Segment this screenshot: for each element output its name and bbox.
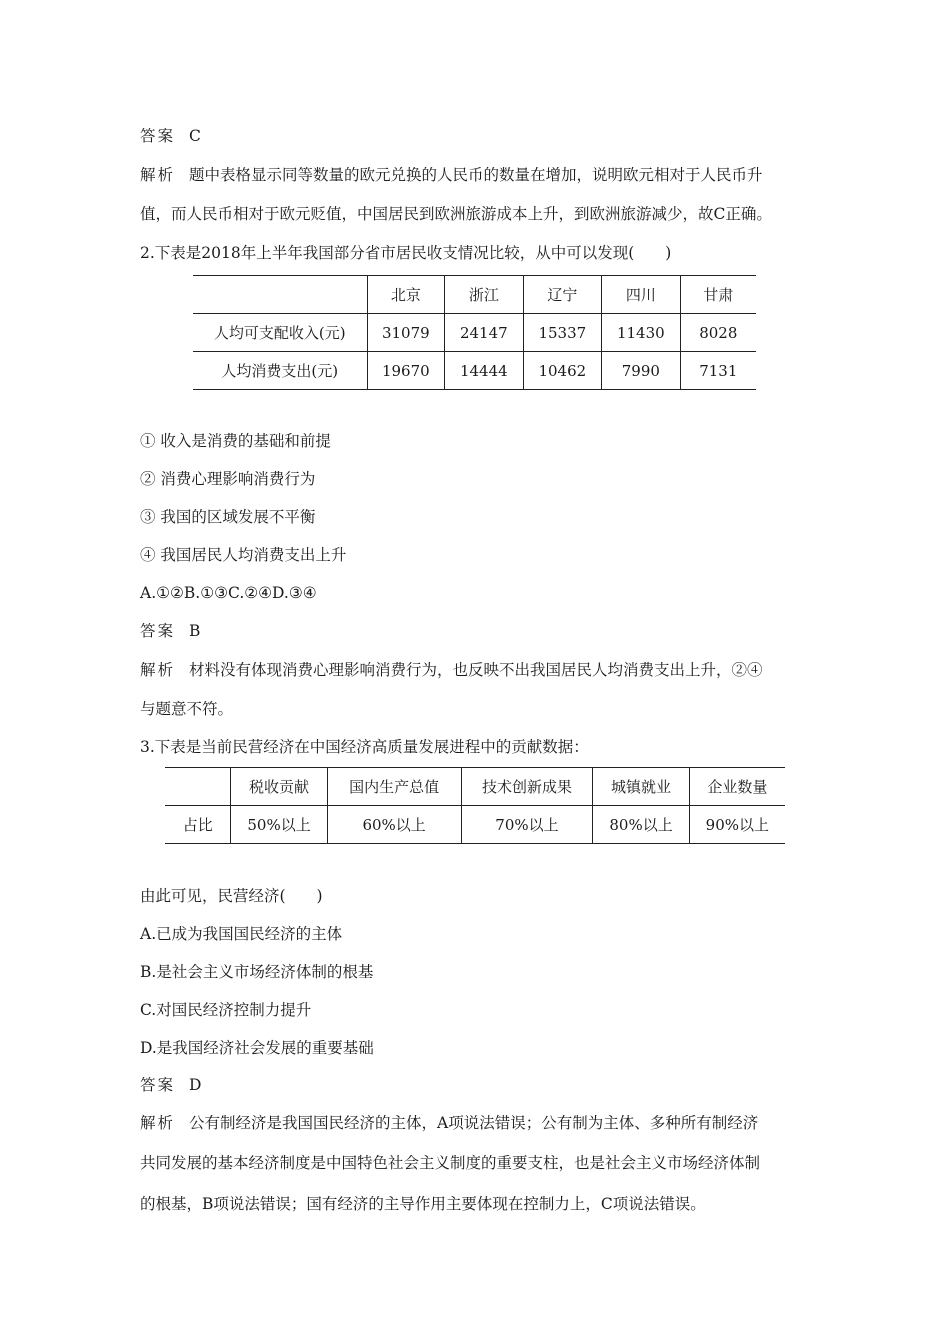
q2-option-3: ③ 我国的区域发展不平衡	[140, 508, 316, 526]
analysis-label: 解析	[140, 1114, 176, 1132]
table-cell: 50%以上	[231, 806, 327, 844]
table-cell: 19670	[367, 352, 445, 390]
q3-choice-c: C.对国民经济控制力提升	[140, 1001, 312, 1019]
table-cell: 7990	[602, 352, 681, 390]
table-header-cell: 甘肃	[680, 276, 756, 314]
q2-income-table	[193, 275, 756, 390]
table-row	[193, 352, 756, 390]
table-header-cell: 北京	[367, 276, 445, 314]
row-label: 人均可支配收入(元)	[193, 314, 367, 352]
table-cell: 31079	[367, 314, 445, 352]
q2-option-4: ④ 我国居民人均消费支出上升	[140, 546, 347, 564]
q1-answer	[140, 125, 201, 147]
table-header-cell: 企业数量	[689, 768, 785, 806]
table-header-cell: 城镇就业	[593, 768, 689, 806]
q1-analysis-line-2: 值，而人民币相对于欧元贬值，中国居民到欧洲旅游成本上升，到欧洲旅游减少，故C正确。	[140, 205, 772, 223]
q3-analysis-line-1: 解析 公有制经济是我国国民经济的主体，A项说法错误；公有制为主体、多种所有制经济	[140, 1114, 759, 1132]
answer-value: B	[189, 622, 201, 640]
q3-question: 3.下表是当前民营经济在中国经济高质量发展进程中的贡献数据：	[140, 738, 589, 756]
table-header-cell: 税收贡献	[231, 768, 327, 806]
table-cell: 60%以上	[327, 806, 461, 844]
answer-label: 答案	[140, 1076, 176, 1094]
q2-analysis-line-1: 解析 材料没有体现消费心理影响消费行为，也反映不出我国居民人均消费支出上升，②④	[140, 661, 763, 679]
table-header-cell: 辽宁	[523, 276, 602, 314]
q2-question: 2.下表是2018年上半年我国部分省市居民收支情况比较，从中可以发现( )	[140, 244, 672, 262]
analysis-label: 解析	[140, 166, 176, 184]
q2-choices: A.①②B.①③C.②④D.③④	[140, 584, 317, 602]
table-header-row	[193, 276, 756, 314]
table-cell: 11430	[602, 314, 681, 352]
table-cell: 24147	[445, 314, 524, 352]
q3-analysis-line-2: 共同发展的基本经济制度是中国特色社会主义制度的重要支柱，也是社会主义市场经济体制	[140, 1154, 761, 1172]
q2-analysis-line-2: 与题意不符。	[140, 700, 234, 718]
q3-analysis-line-3: 的根基，B项说法错误；国有经济的主导作用主要体现在控制力上，C项说法错误。	[140, 1195, 706, 1213]
q3-stem: 由此可见，民营经济( )	[140, 887, 323, 905]
table-header-cell: 技术创新成果	[461, 768, 593, 806]
q2-option-1: ① 收入是消费的基础和前提	[140, 432, 331, 450]
table-cell: 15337	[523, 314, 602, 352]
row-label: 占比	[165, 806, 231, 844]
q3-choice-b: B.是社会主义市场经济体制的根基	[140, 963, 374, 981]
analysis-label: 解析	[140, 661, 176, 679]
q2-option-2: ② 消费心理影响消费行为	[140, 470, 316, 488]
answer-value: C	[189, 127, 201, 145]
table-row	[165, 806, 785, 844]
q3-choice-a: A.已成为我国国民经济的主体	[140, 925, 343, 943]
table-header-cell: 四川	[602, 276, 681, 314]
row-label: 人均消费支出(元)	[193, 352, 367, 390]
q3-contribution-table	[165, 767, 785, 844]
table-header-cell: 浙江	[445, 276, 524, 314]
table-cell: 10462	[523, 352, 602, 390]
answer-value: D	[189, 1076, 202, 1094]
table-cell: 14444	[445, 352, 524, 390]
table-cell: 80%以上	[593, 806, 689, 844]
answer-label: 答案	[140, 622, 176, 640]
q1-analysis-line-1: 解析 题中表格显示同等数量的欧元兑换的人民币的数量在增加，说明欧元相对于人民币升	[140, 166, 763, 184]
q3-answer	[140, 1074, 201, 1096]
table-cell: 90%以上	[689, 806, 785, 844]
answer-label: 答案	[140, 127, 176, 145]
q3-choice-d: D.是我国经济社会发展的重要基础	[140, 1039, 374, 1057]
table-cell: 8028	[680, 314, 756, 352]
table-cell: 7131	[680, 352, 756, 390]
table-cell: 70%以上	[461, 806, 593, 844]
table-header-row	[165, 768, 785, 806]
table-row	[193, 314, 756, 352]
table-header-cell: 国内生产总值	[327, 768, 461, 806]
q2-answer	[140, 620, 200, 642]
